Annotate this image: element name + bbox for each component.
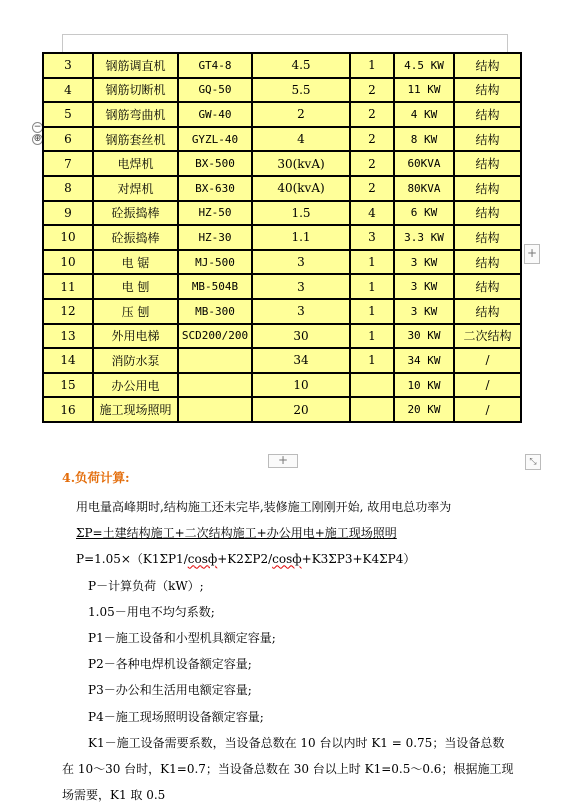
equipment-name-cell[interactable]: 砼振捣棒 [93, 225, 178, 250]
table-row [43, 299, 521, 324]
equipment-table [42, 52, 522, 423]
total-power-cell[interactable]: 6 KW [394, 201, 454, 226]
sum-formula [62, 520, 526, 546]
total-power-cell[interactable]: 3 KW [394, 299, 454, 324]
table-resize-icon[interactable]: ⤡ [525, 454, 541, 470]
table-row [43, 397, 521, 422]
row-number-cell[interactable]: 10 [43, 250, 93, 275]
equipment-name-cell[interactable]: 压 刨 [93, 299, 178, 324]
row-number-cell[interactable]: 11 [43, 274, 93, 299]
total-power-cell[interactable]: 60KVA [394, 151, 454, 176]
table-row [43, 53, 521, 78]
total-power-cell[interactable]: 4.5 KW [394, 53, 454, 78]
usage-cell[interactable]: / [454, 348, 521, 373]
model-cell[interactable]: HZ-50 [178, 201, 252, 226]
definition-line: P3－办公和生活用电额定容量; [88, 683, 252, 698]
quantity-cell[interactable]: 1 [350, 53, 394, 78]
table-row [43, 373, 521, 398]
add-column-button[interactable]: + [524, 244, 540, 264]
total-power-cell[interactable]: 30 KW [394, 324, 454, 349]
formula-part-c: +K3ΣP3+K4ΣP4） [301, 552, 416, 567]
model-cell[interactable]: BX-500 [178, 151, 252, 176]
k1-paragraph-line: 在 10～30 台时，K1=0.7；当设备总数在 30 台以上时 K1=0.5～0.6；根据施工现 [62, 762, 514, 777]
document-body [62, 494, 526, 808]
add-row-button[interactable]: + [268, 454, 298, 468]
model-cell[interactable]: GQ-50 [178, 78, 252, 103]
quantity-cell[interactable]: 2 [350, 102, 394, 127]
total-power-cell[interactable]: 80KVA [394, 176, 454, 201]
model-cell[interactable]: BX-630 [178, 176, 252, 201]
total-power-cell[interactable]: 3 KW [394, 274, 454, 299]
table-top-border [62, 34, 508, 53]
power-cell[interactable]: 40(kvA) [252, 176, 350, 201]
usage-cell[interactable]: 结构 [454, 201, 521, 226]
power-cell[interactable]: 30 [252, 324, 350, 349]
sum-formula-text: ΣP=土建结构施工+二次结构施工+办公用电+施工现场照明 [76, 526, 397, 541]
usage-cell[interactable]: 结构 [454, 225, 521, 250]
formula-part-b: +K2ΣP2/ [217, 552, 273, 567]
k1-paragraph-line: 场需要，K1 取 0.5 [62, 788, 166, 803]
power-cell[interactable]: 1.1 [252, 225, 350, 250]
total-power-cell[interactable]: 11 KW [394, 78, 454, 103]
usage-cell[interactable]: / [454, 373, 521, 398]
table-row [43, 348, 521, 373]
usage-cell[interactable]: 结构 [454, 53, 521, 78]
power-cell[interactable]: 3 [252, 250, 350, 275]
quantity-cell[interactable]: 1 [350, 348, 394, 373]
power-cell[interactable]: 20 [252, 397, 350, 422]
definition-line: P2－各种电焊机设备额定容量; [88, 657, 252, 672]
table-row [43, 78, 521, 103]
quantity-cell[interactable] [350, 373, 394, 398]
model-cell[interactable]: MB-300 [178, 299, 252, 324]
equipment-name-cell[interactable]: 对焊机 [93, 176, 178, 201]
model-cell[interactable]: GYZL-40 [178, 127, 252, 152]
model-cell[interactable] [178, 348, 252, 373]
usage-cell[interactable]: 结构 [454, 127, 521, 152]
formula-part-a: P=1.05×（K1ΣP1/ [76, 552, 188, 567]
equipment-name-cell[interactable]: 砼振捣棒 [93, 201, 178, 226]
usage-cell[interactable]: 结构 [454, 151, 521, 176]
usage-cell[interactable]: 结构 [454, 299, 521, 324]
row-number-cell[interactable]: 14 [43, 348, 93, 373]
power-cell[interactable]: 34 [252, 348, 350, 373]
model-cell[interactable] [178, 373, 252, 398]
total-power-cell[interactable]: 20 KW [394, 397, 454, 422]
model-cell[interactable]: SCD200/200 [178, 324, 252, 349]
model-cell[interactable] [178, 397, 252, 422]
total-power-cell[interactable]: 10 KW [394, 373, 454, 398]
power-cell[interactable]: 3 [252, 274, 350, 299]
collapse-icon[interactable]: − [33, 122, 42, 132]
usage-cell[interactable]: 结构 [454, 176, 521, 201]
equipment-name-cell[interactable]: 钢筋切断机 [93, 78, 178, 103]
intro-paragraph: 用电量高峰期时,结构施工还未完毕,装修施工刚刚开始, 故用电总功率为 [76, 500, 452, 514]
table-row [43, 324, 521, 349]
quantity-cell[interactable]: 2 [350, 78, 394, 103]
row-number-cell[interactable]: 12 [43, 299, 93, 324]
equipment-name-cell[interactable]: 施工现场照明 [93, 397, 178, 422]
equipment-name-cell[interactable]: 电 锯 [93, 250, 178, 275]
row-number-cell[interactable]: 4 [43, 78, 93, 103]
quantity-cell[interactable]: 4 [350, 201, 394, 226]
quantity-cell[interactable]: 1 [350, 250, 394, 275]
total-power-cell[interactable]: 3.3 KW [394, 225, 454, 250]
quantity-cell[interactable]: 2 [350, 151, 394, 176]
model-cell[interactable]: MJ-500 [178, 250, 252, 275]
total-power-cell[interactable]: 8 KW [394, 127, 454, 152]
total-power-cell[interactable]: 34 KW [394, 348, 454, 373]
model-cell[interactable]: GT4-8 [178, 53, 252, 78]
model-cell[interactable]: GW-40 [178, 102, 252, 127]
usage-cell[interactable]: 结构 [454, 250, 521, 275]
table-row [43, 225, 521, 250]
k1-paragraph-line: K1－施工设备需要系数，当设备总数在 10 台以内时 K1 = 0.75；当设备总数 [88, 735, 505, 750]
table-row [43, 201, 521, 226]
formula-cos-2: cosф [272, 552, 302, 567]
equipment-name-cell[interactable]: 消防水泵 [93, 348, 178, 373]
quantity-cell[interactable]: 2 [350, 127, 394, 152]
model-cell[interactable]: HZ-30 [178, 225, 252, 250]
row-number-cell[interactable]: 10 [43, 225, 93, 250]
row-number-cell[interactable]: 8 [43, 176, 93, 201]
usage-cell[interactable]: 结构 [454, 102, 521, 127]
usage-cell[interactable]: 结构 [454, 78, 521, 103]
table-row [43, 274, 521, 299]
quantity-cell[interactable]: 1 [350, 324, 394, 349]
usage-cell[interactable]: 结构 [454, 274, 521, 299]
quantity-cell[interactable]: 2 [350, 176, 394, 201]
section-heading: 4.负荷计算: [62, 470, 130, 485]
power-cell[interactable]: 4 [252, 127, 350, 152]
row-number-cell[interactable]: 7 [43, 151, 93, 176]
equipment-name-cell[interactable]: 钢筋弯曲机 [93, 102, 178, 127]
row-number-cell[interactable]: 13 [43, 324, 93, 349]
usage-cell[interactable]: 二次结构 [454, 324, 521, 349]
row-number-cell[interactable]: 9 [43, 201, 93, 226]
table-row [43, 127, 521, 152]
power-cell[interactable]: 10 [252, 373, 350, 398]
quantity-cell[interactable]: 1 [350, 274, 394, 299]
equipment-name-cell[interactable]: 钢筋调直机 [93, 53, 178, 78]
equipment-name-cell[interactable]: 电焊机 [93, 151, 178, 176]
row-number-cell[interactable]: 5 [43, 102, 93, 127]
power-cell[interactable]: 2 [252, 102, 350, 127]
model-cell[interactable]: MB-504B [178, 274, 252, 299]
table-row [43, 250, 521, 275]
usage-cell[interactable]: / [454, 397, 521, 422]
definition-line: P4－施工现场照明设备额定容量; [88, 709, 264, 724]
quantity-cell[interactable]: 1 [350, 299, 394, 324]
power-cell[interactable]: 3 [252, 299, 350, 324]
equipment-name-cell[interactable]: 外用电梯 [93, 324, 178, 349]
total-power-cell[interactable]: 3 KW [394, 250, 454, 275]
equipment-name-cell[interactable]: 钢筋套丝机 [93, 127, 178, 152]
table-row [43, 102, 521, 127]
power-cell[interactable]: 4.5 [252, 53, 350, 78]
total-power-cell[interactable]: 4 KW [394, 102, 454, 127]
definition-line: P－计算负荷（kW）; [88, 578, 204, 593]
table-move-handle-icon[interactable]: ⊕ [33, 134, 42, 144]
definition-line: P1－施工设备和小型机具额定容量; [88, 631, 276, 646]
quantity-cell[interactable]: 3 [350, 225, 394, 250]
table-row [43, 151, 521, 176]
power-cell[interactable]: 30(kvA) [252, 151, 350, 176]
equipment-name-cell[interactable]: 办公用电 [93, 373, 178, 398]
table-row [43, 176, 521, 201]
row-number-cell[interactable]: 6 [43, 127, 93, 152]
definition-line: 1.05－用电不均匀系数; [88, 604, 215, 619]
equipment-name-cell[interactable]: 电 刨 [93, 274, 178, 299]
power-cell[interactable]: 5.5 [252, 78, 350, 103]
row-number-cell[interactable]: 15 [43, 373, 93, 398]
power-cell[interactable]: 1.5 [252, 201, 350, 226]
quantity-cell[interactable] [350, 397, 394, 422]
formula-cos-1: cosф [187, 552, 218, 567]
row-number-cell[interactable]: 3 [43, 53, 93, 78]
row-number-cell[interactable]: 16 [43, 397, 93, 422]
load-formula [62, 546, 526, 572]
